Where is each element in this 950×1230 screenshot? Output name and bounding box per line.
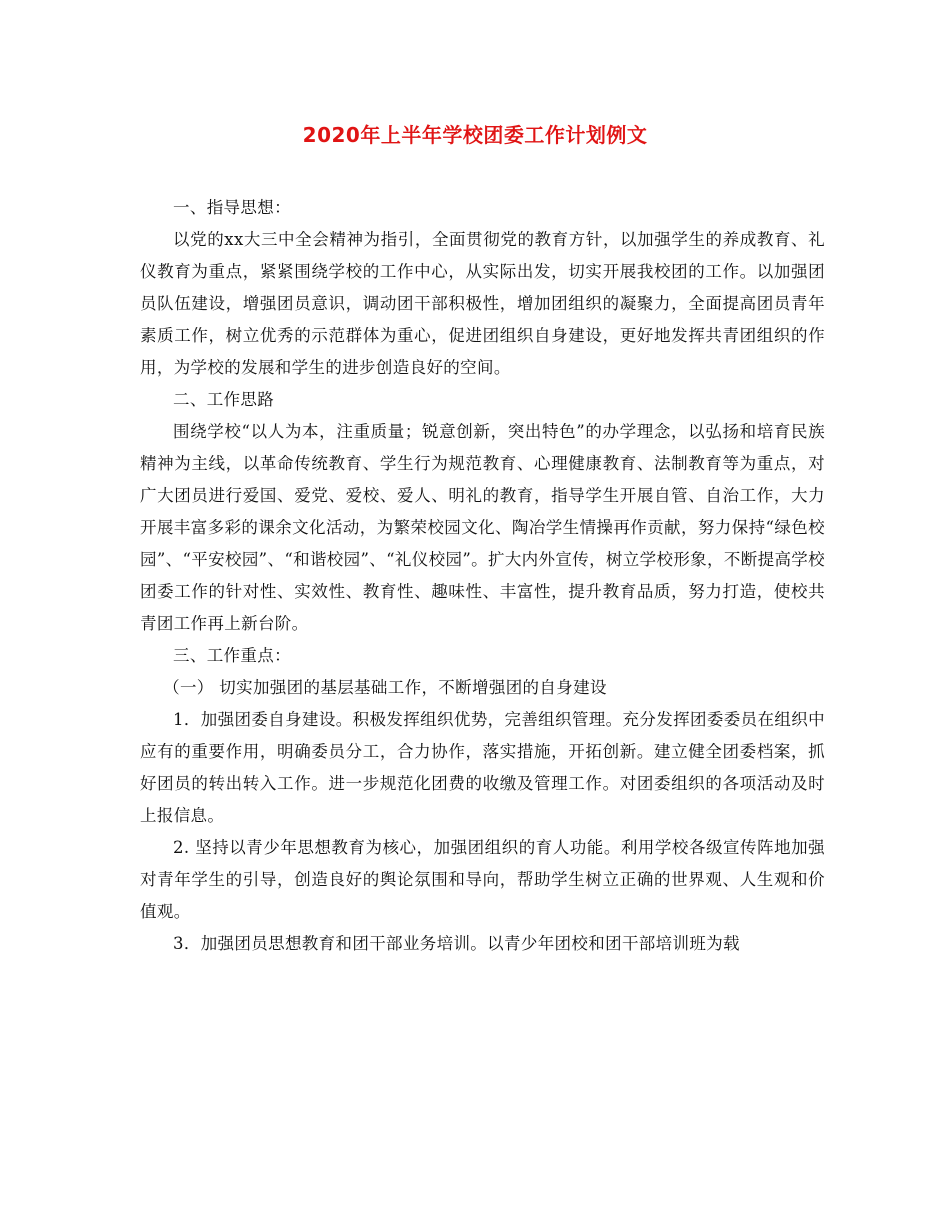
- section-heading: 三、工作重点：: [173, 646, 291, 665]
- document-body: [140, 192, 825, 960]
- subsection-heading: （一） 切实加强团的基层基础工作，不断增强团的自身建设: [163, 678, 607, 697]
- paragraph: 以党的xx大三中全会精神为指引，全面贯彻党的教育方针，以加强学生的养成教育、礼仪教育为重点，紧紧围绕学校的工作中心，从实际出发，切实开展我校团的工作。以加强团员队伍建设，增强团员意识，调动团干部积极性，增加团组织的凝聚力，全面提高团员青年素质工作，树立优秀的示范群体为重心，促进团组织自身建设，更好地发挥共青团组织的作用，为学校的发展和学生的进步创造良好的空间。: [140, 230, 825, 377]
- paragraph: 2. 坚持以青少年思想教育为核心，加强团组织的育人功能。利用学校各级宣传阵地加强对青年学生的引导，创造良好的舆论氛围和导向，帮助学生树立正确的世界观、人生观和价值观。: [140, 838, 825, 921]
- section-heading: 二、工作思路: [173, 390, 275, 409]
- paragraph: 3．加强团员思想教育和团干部业务培训。以青少年团校和团干部培训班为载: [173, 934, 740, 953]
- section-heading: 一、指导思想：: [173, 198, 291, 217]
- paragraph: 1．加强团委自身建设。积极发挥组织优势，完善组织管理。充分发挥团委委员在组织中应有的重要作用，明确委员分工，合力协作，落实措施，开拓创新。建立健全团委档案，抓好团员的转出转入工作。进一步规范化团费的收缴及管理工作。对团委组织的各项活动及时上报信息。: [140, 710, 825, 825]
- document-title: 2020年上半年学校团委工作计划例文: [302, 123, 648, 147]
- paragraph: 围绕学校“以人为本，注重质量；锐意创新，突出特色”的办学理念，以弘扬和培育民族精神为主线，以革命传统教育、学生行为规范教育、心理健康教育、法制教育等为重点，对广大团员进行爱国、爱党、爱校、爱人、明礼的教育，指导学生开展自管、自治工作，大力开展丰富多彩的课余文化活动，为繁荣校园文化、陶冶学生情操再作贡献，努力保持“绿色校园”、“平安校园”、“和谐校园”、“礼仪校园”。扩大内外宣传，树立学校形象，不断提高学校团委工作的针对性、实效性、教育性、趣味性、丰富性，提升教育品质，努力打造，使校共青团工作再上新台阶。: [140, 422, 825, 633]
